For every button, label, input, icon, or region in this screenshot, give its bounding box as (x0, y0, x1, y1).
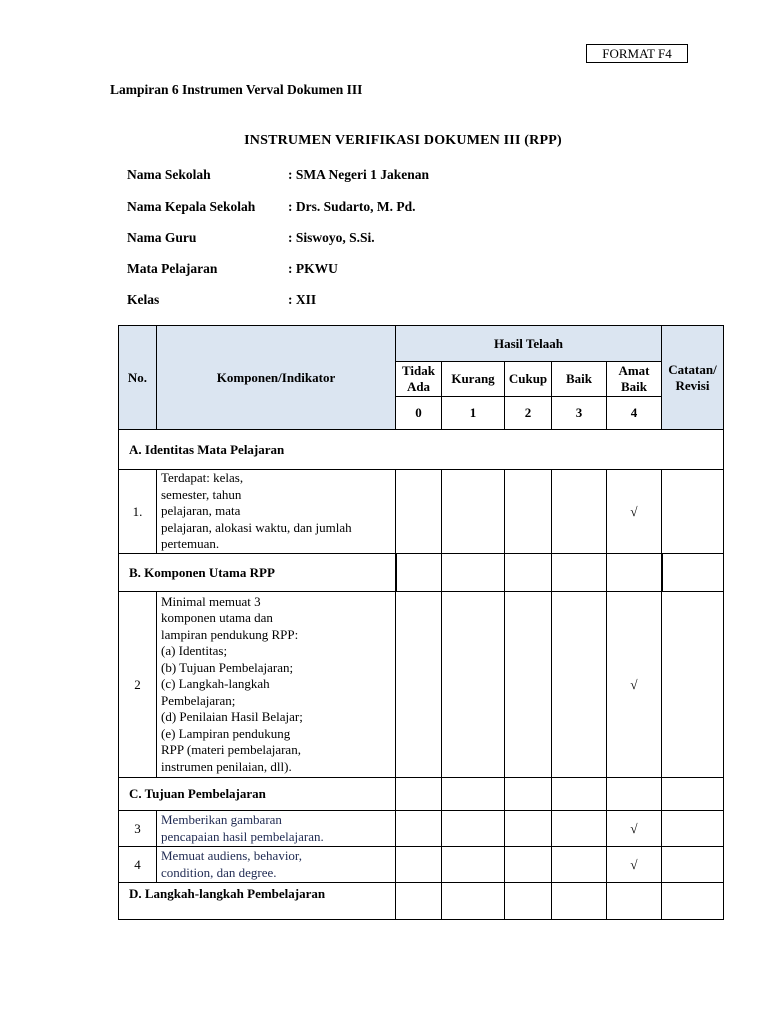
row-1-indicator (157, 470, 396, 554)
row-3-catatan (662, 811, 724, 847)
score-0: 0 (396, 397, 442, 430)
row-1-number: 1. (119, 470, 157, 554)
info-label-sekolah: Nama Sekolah (127, 167, 211, 182)
row-1-catatan (662, 470, 724, 554)
header-amat-baik-line1: Amat (618, 363, 650, 378)
row-2-indicator (157, 592, 396, 778)
row-3-line: pencapaian hasil pembelajaran. (161, 828, 324, 844)
info-label-guru: Nama Guru (127, 230, 197, 245)
row-2-line: (c) Langkah-langkah (161, 676, 270, 692)
row-1-line: pelajaran, mata (161, 503, 241, 519)
row-2-catatan (662, 592, 724, 778)
score-1: 1 (442, 397, 505, 430)
row-4-score-3 (552, 847, 607, 883)
info-label-kepala-sekolah: Nama Kepala Sekolah (127, 199, 256, 214)
row-2-line: Pembelajaran; (161, 692, 236, 708)
section-d-cell (505, 883, 552, 920)
row-4-check-mark: √ (607, 847, 662, 883)
document-title: INSTRUMEN VERIFIKASI DOKUMEN III (RPP) (244, 133, 562, 148)
section-b-cell (552, 554, 607, 592)
row-3-check-mark: √ (607, 811, 662, 847)
row-2-line: instrumen penilaian, dll). (161, 758, 292, 774)
row-2-score-3 (552, 592, 607, 778)
row-1-score-1 (442, 470, 505, 554)
row-2-line: (a) Identitas; (161, 643, 228, 659)
section-d-cell (442, 883, 505, 920)
row-4-score-1 (442, 847, 505, 883)
section-d-title: D. Langkah-langkah Pembelajaran (119, 883, 396, 920)
row-3-score-1 (442, 811, 505, 847)
section-d-cell (396, 883, 442, 920)
row-2-line: (d) Penilaian Hasil Belajar; (161, 709, 303, 725)
row-1-check-mark: √ (607, 470, 662, 554)
info-value-sekolah: : SMA Negeri 1 Jakenan (288, 167, 429, 182)
header-komponen: Komponen/Indikator (157, 326, 396, 430)
section-b-cell (396, 554, 442, 592)
format-label: FORMAT F4 (586, 44, 688, 63)
section-d-cell (552, 883, 607, 920)
section-d-cell (662, 883, 724, 920)
header-score-tidak-ada (396, 362, 442, 397)
row-4-number: 4 (119, 847, 157, 883)
section-b-cell (662, 554, 724, 592)
header-catatan (662, 326, 724, 430)
row-2-line: komponen utama dan (161, 610, 273, 626)
section-c-cell (607, 778, 662, 811)
row-1-line: Terdapat: kelas, (161, 470, 244, 486)
row-2-line: lampiran pendukung RPP: (161, 626, 299, 642)
lampiran-heading: Lampiran 6 Instrumen Verval Dokumen III (110, 82, 363, 97)
row-3-score-2 (505, 811, 552, 847)
row-1-score-3 (552, 470, 607, 554)
info-value-kelas: : XII (288, 292, 317, 307)
header-amat-baik-line2: Baik (620, 379, 647, 394)
score-3: 3 (552, 397, 607, 430)
section-b-title: B. Komponen Utama RPP (119, 554, 396, 592)
row-4-catatan (662, 847, 724, 883)
section-c-cell (662, 778, 724, 811)
header-catatan-line2: Revisi (675, 377, 710, 393)
verification-table (118, 325, 724, 920)
header-score-cukup: Cukup (505, 362, 552, 397)
row-2-line: RPP (materi pembelajaran, (161, 742, 301, 758)
row-1-score-0 (396, 470, 442, 554)
row-2-line: (b) Tujuan Pembelajaran; (161, 659, 294, 675)
info-value-guru: : Siswoyo, S.Si. (288, 230, 375, 245)
row-3-score-0 (396, 811, 442, 847)
score-2: 2 (505, 397, 552, 430)
row-3-number: 3 (119, 811, 157, 847)
section-c-cell (442, 778, 505, 811)
section-d-cell (607, 883, 662, 920)
header-score-kurang: Kurang (442, 362, 505, 397)
row-2-number: 2 (119, 592, 157, 778)
header-score-amat-baik (607, 362, 662, 397)
section-c-cell (505, 778, 552, 811)
row-1-line: pertemuan. (161, 536, 220, 552)
section-b-cell (505, 554, 552, 592)
score-4: 4 (607, 397, 662, 430)
row-3-score-3 (552, 811, 607, 847)
row-1-score-2 (505, 470, 552, 554)
section-c-cell (396, 778, 442, 811)
header-tidak-ada-line2: Ada (406, 379, 431, 394)
info-label-mapel: Mata Pelajaran (127, 261, 218, 276)
row-4-score-2 (505, 847, 552, 883)
row-2-score-0 (396, 592, 442, 778)
row-3-indicator (157, 811, 396, 847)
section-c-title: C. Tujuan Pembelajaran (119, 778, 396, 811)
section-a-title: A. Identitas Mata Pelajaran (119, 430, 724, 470)
row-2-score-1 (442, 592, 505, 778)
info-value-kepala-sekolah: : Drs. Sudarto, M. Pd. (288, 199, 416, 214)
row-4-line: condition, dan degree. (161, 864, 277, 880)
header-no: No. (119, 326, 157, 430)
row-2-score-2 (505, 592, 552, 778)
row-4-indicator (157, 847, 396, 883)
section-b-cell (607, 554, 662, 592)
row-4-line: Memuat audiens, behavior, (161, 848, 302, 863)
section-b-cell (442, 554, 505, 592)
row-2-line: (e) Lampiran pendukung (161, 725, 291, 741)
header-hasil-telaah: Hasil Telaah (396, 326, 662, 362)
header-tidak-ada-line1: Tidak (401, 363, 435, 378)
row-2-line: Minimal memuat 3 (161, 593, 261, 609)
info-label-kelas: Kelas (127, 292, 160, 307)
header-catatan-line1: Catatan/ (668, 361, 717, 377)
info-value-mapel: : PKWU (288, 261, 338, 276)
row-1-line: semester, tahun (161, 486, 242, 502)
section-c-cell (552, 778, 607, 811)
row-4-score-0 (396, 847, 442, 883)
row-2-check-mark: √ (607, 592, 662, 778)
row-3-line: Memberikan gambaran (161, 812, 282, 827)
row-1-line: pelajaran, alokasi waktu, dan jumlah (161, 519, 352, 535)
header-score-baik: Baik (552, 362, 607, 397)
